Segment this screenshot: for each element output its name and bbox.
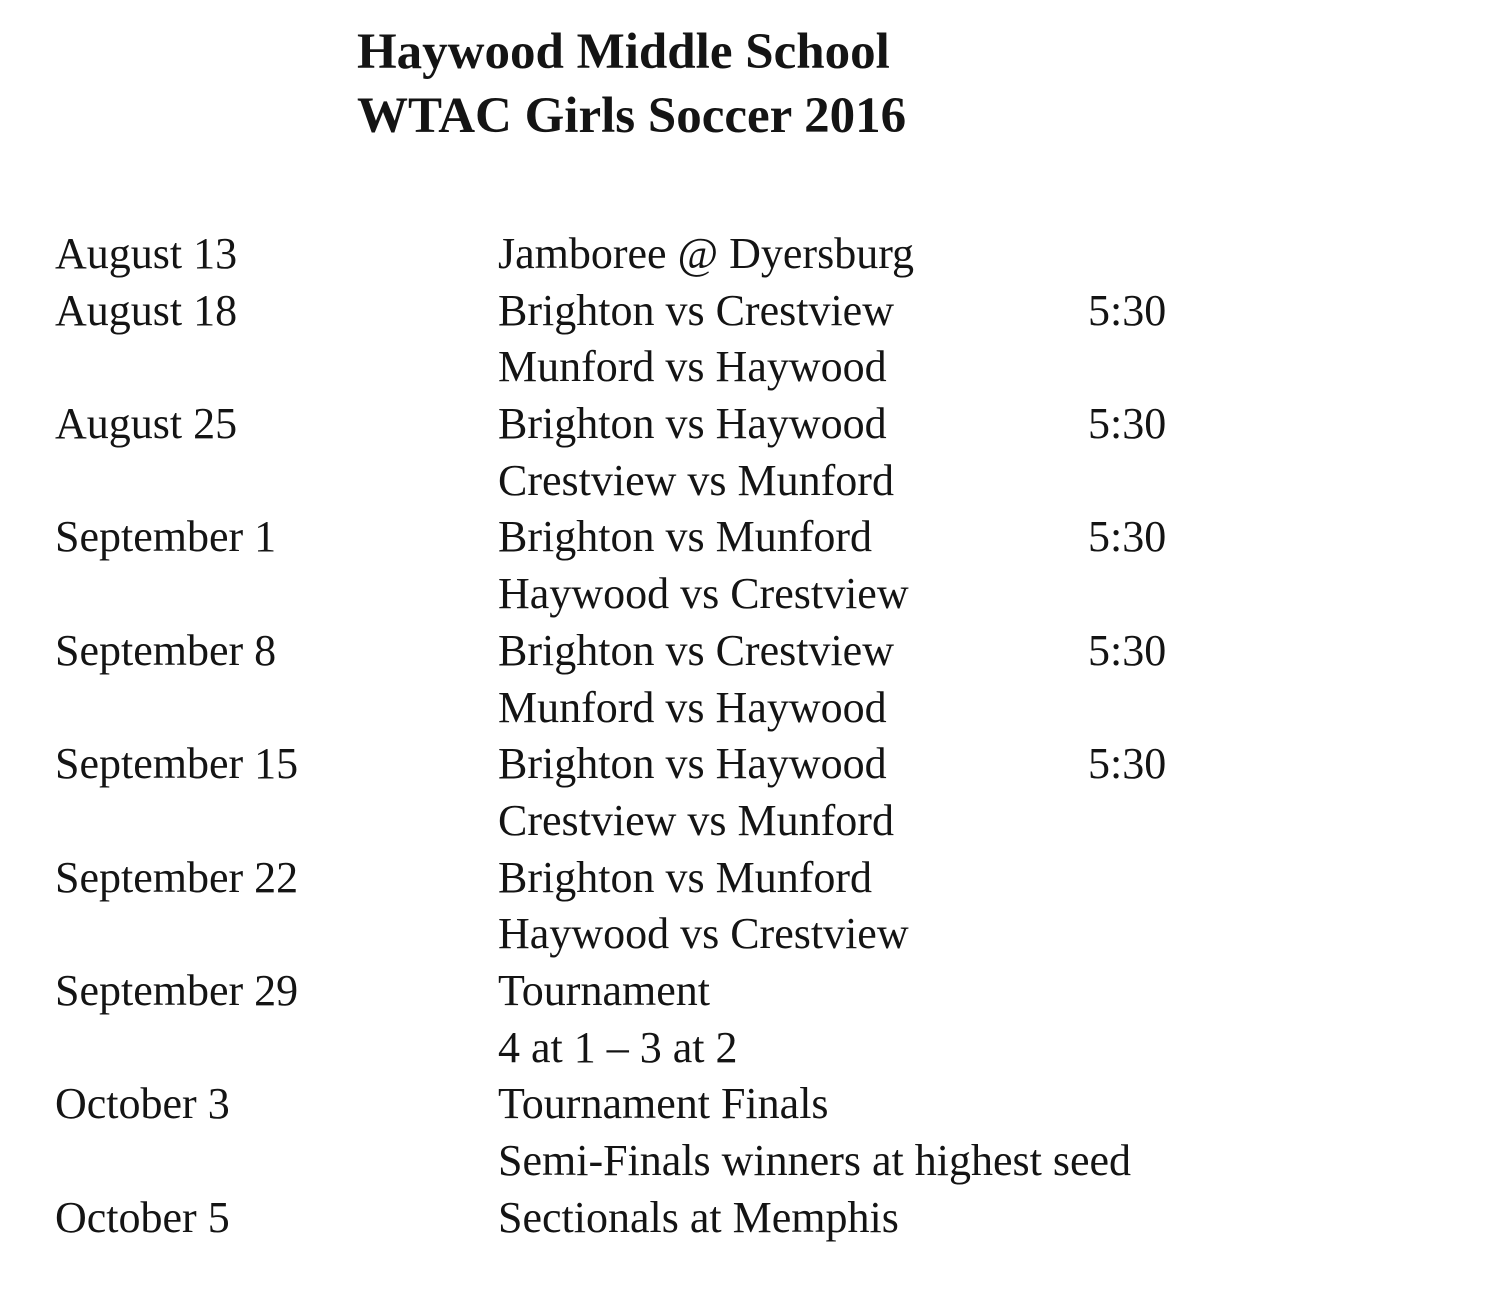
game-date: September 29 — [55, 965, 299, 1015]
schedule-row — [0, 396, 1500, 453]
schedule-row — [0, 623, 1500, 680]
schedule-row — [0, 1190, 1500, 1247]
game-date: August 13 — [55, 229, 238, 278]
game-time: 5:30 — [1088, 625, 1167, 675]
schedule-list — [0, 226, 1500, 1246]
game-time: 5:30 — [1088, 739, 1167, 789]
game-matchup: Brighton vs Munford — [498, 852, 872, 902]
schedule-row — [0, 566, 1500, 623]
game-matchup: Sectionals at Memphis — [498, 1192, 899, 1242]
schedule-row — [0, 509, 1500, 566]
game-matchup: Munford vs Haywood — [498, 342, 887, 392]
game-date: October 5 — [55, 1192, 230, 1242]
game-date: September 1 — [55, 512, 277, 562]
game-matchup: Haywood vs Crestview — [498, 569, 909, 619]
game-matchup: Haywood vs Crestview — [498, 909, 909, 959]
game-matchup: 4 at 1 – 3 at 2 — [498, 1022, 738, 1072]
game-matchup: Brighton vs Crestview — [498, 285, 894, 335]
game-matchup: Brighton vs Haywood — [498, 399, 887, 449]
game-matchup: Crestview vs Munford — [498, 455, 894, 505]
schedule-row — [0, 906, 1500, 963]
game-matchup: Brighton vs Haywood — [498, 739, 887, 789]
game-matchup: Tournament — [498, 965, 710, 1015]
game-date: September 15 — [55, 739, 299, 789]
schedule-row — [0, 680, 1500, 737]
game-matchup: Semi-Finals winners at highest seed — [498, 1136, 1132, 1185]
game-date: September 22 — [55, 852, 299, 902]
schedule-row — [0, 339, 1500, 396]
game-date: September 8 — [55, 625, 277, 675]
school-name: Haywood Middle School — [357, 24, 890, 80]
game-date: October 3 — [55, 1079, 230, 1129]
game-matchup: Jamboree @ Dyersburg — [498, 229, 915, 278]
schedule-row — [0, 850, 1500, 907]
game-matchup: Brighton vs Crestview — [498, 625, 894, 675]
schedule-row — [0, 453, 1500, 510]
game-time: 5:30 — [1088, 285, 1167, 335]
game-time: 5:30 — [1088, 512, 1167, 562]
schedule-row — [0, 963, 1500, 1020]
game-date: August 25 — [55, 399, 238, 449]
schedule-row — [0, 283, 1500, 340]
game-date: August 18 — [55, 285, 238, 335]
schedule-row — [0, 736, 1500, 793]
game-matchup: Munford vs Haywood — [498, 682, 887, 732]
schedule-row — [0, 1076, 1500, 1133]
season-title: WTAC Girls Soccer 2016 — [357, 88, 907, 144]
game-matchup: Crestview vs Munford — [498, 795, 894, 845]
schedule-row — [0, 226, 1500, 283]
game-matchup: Tournament Finals — [498, 1079, 829, 1129]
game-matchup: Brighton vs Munford — [498, 512, 872, 562]
schedule-row — [0, 1020, 1500, 1077]
document-title — [357, 20, 906, 148]
game-time: 5:30 — [1088, 399, 1167, 449]
schedule-row — [0, 793, 1500, 850]
schedule-row — [0, 1133, 1500, 1190]
